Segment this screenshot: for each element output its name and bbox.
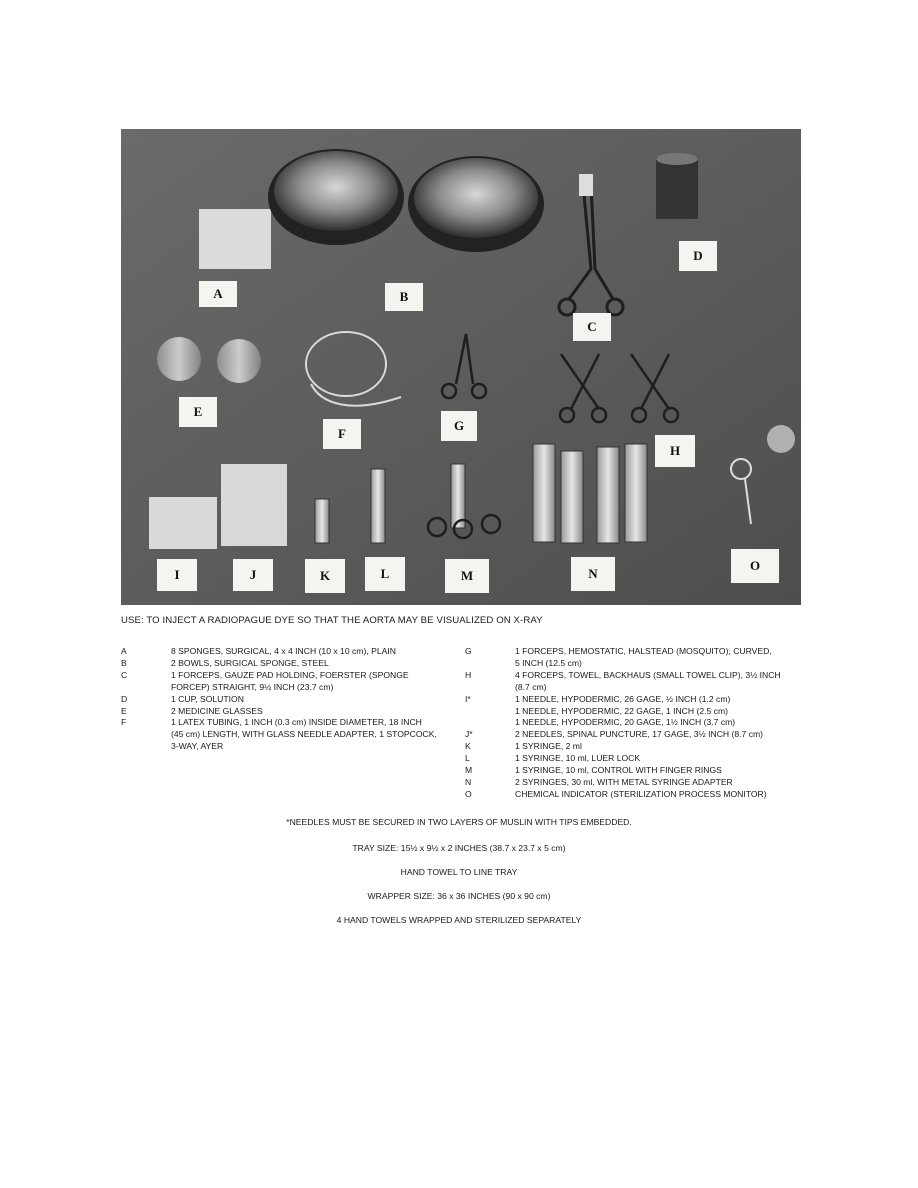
list-item: FORCEP) STRAIGHT, 9½ INCH (23.7 cm) <box>171 681 334 692</box>
photo-label-n: N <box>571 557 615 591</box>
photo-label-d: D <box>679 241 717 271</box>
list-item: (45 cm) LENGTH, WITH GLASS NEEDLE ADAPTER, 1 STOPCOCK, <box>171 729 437 740</box>
photo-label-m: M <box>445 559 489 593</box>
photo-label-j: J <box>233 559 273 591</box>
tray-size-note: TRAY SIZE: 15½ x 9½ x 2 INCHES (38.7 x 23.7 x 5 cm) <box>352 843 566 853</box>
right-item-list <box>465 646 805 801</box>
photo-label-a: A <box>199 281 237 307</box>
photo-label-h: H <box>655 435 695 467</box>
syringe-item <box>625 444 647 542</box>
syringe-item <box>597 447 619 543</box>
list-item: B 2 BOWLS, SURGICAL SPONGE, STEEL <box>121 657 329 668</box>
usage-statement: USE: TO INJECT A RADIOPAGUE DYE SO THAT THE AORTA MAY BE VISUALIZED ON X-RAY <box>121 615 543 626</box>
photo-illustration <box>121 129 801 605</box>
list-item: 5 INCH (12.5 cm) <box>515 657 582 668</box>
needle-note: *NEEDLES MUST BE SECURED IN TWO LAYERS OF MUSLIN WITH TIPS EMBEDDED. <box>286 817 632 827</box>
photo-label-g: G <box>441 411 477 441</box>
list-item: L 1 SYRINGE, 10 ml, LUER LOCK <box>465 753 641 764</box>
list-item: J* 2 NEEDLES, SPINAL PUNCTURE, 17 GAGE, 3½ INCH (8.7 cm) <box>465 729 764 740</box>
list-item: 1 NEEDLE, HYPODERMIC, 22 GAGE, 1 INCH (2.5 cm) <box>515 705 728 716</box>
photo-label-c: C <box>573 313 611 341</box>
left-item-list <box>121 646 461 753</box>
list-item: N 2 SYRINGES, 30 ml, WITH METAL SYRINGE ADAPTER <box>465 776 733 787</box>
photo-label-l: L <box>365 557 405 591</box>
list-item: 1 NEEDLE, HYPODERMIC, 20 GAGE, 1½ INCH (3.7 cm) <box>515 717 736 728</box>
syringe-item <box>561 451 583 543</box>
list-item: G 1 FORCEPS, HEMOSTATIC, HALSTEAD (MOSQUITO), CURVED, <box>465 646 772 656</box>
list-item: 3-WAY, AYER <box>171 741 224 752</box>
photo-label-e: E <box>179 397 217 427</box>
photo-label-i: I <box>157 559 197 591</box>
medicine-glass-item <box>157 337 201 381</box>
photo-label-o: O <box>731 549 779 583</box>
needle-card-item <box>149 497 217 549</box>
list-item: C 1 FORCEPS, GAUZE PAD HOLDING, FOERSTER (SPONGE <box>121 669 409 680</box>
syringe-item <box>371 469 385 543</box>
photo-label-k: K <box>305 559 345 593</box>
list-item: H 4 FORCEPS, TOWEL, BACKHAUS (SMALL TOWEL CLIP), 3½ INCH <box>465 669 781 680</box>
solution-cup-item <box>656 157 698 219</box>
list-item: (8.7 cm) <box>515 681 547 692</box>
syringe-item <box>533 444 555 542</box>
syringe-item <box>315 499 329 543</box>
list-item: E 2 MEDICINE GLASSES <box>121 705 263 716</box>
sponges-item <box>199 209 271 269</box>
syringe-item <box>451 464 465 528</box>
hand-towel-note: HAND TOWEL TO LINE TRAY <box>400 867 518 877</box>
list-item: F 1 LATEX TUBING, 1 INCH (0.3 cm) INSIDE DIAMETER, 18 INCH <box>121 717 422 728</box>
list-item: I* 1 NEEDLE, HYPODERMIC, 26 GAGE, ½ INCH (1.2 cm) <box>465 693 731 704</box>
hand-towels-wrapped-note: 4 HAND TOWELS WRAPPED AND STERILIZED SEPARATELY <box>336 915 582 925</box>
spinal-needle-card-item <box>221 464 287 546</box>
instrument-tray-photo <box>121 129 801 605</box>
list-item: O CHEMICAL INDICATOR (STERILIZATION PROCESS MONITOR) <box>465 788 767 799</box>
photo-label-b: B <box>385 283 423 311</box>
photo-label-f: F <box>323 419 361 449</box>
medicine-glass-item <box>217 339 261 383</box>
list-item: D 1 CUP, SOLUTION <box>121 693 244 704</box>
list-item: K 1 SYRINGE, 2 ml <box>465 741 582 752</box>
wrapper-size-note: WRAPPER SIZE: 36 x 36 INCHES (90 x 90 cm) <box>367 891 551 901</box>
list-item: M 1 SYRINGE, 10 ml, CONTROL WITH FINGER RINGS <box>465 765 722 776</box>
list-item: A 8 SPONGES, SURGICAL, 4 x 4 INCH (10 x 10 cm), PLAIN <box>121 646 396 656</box>
